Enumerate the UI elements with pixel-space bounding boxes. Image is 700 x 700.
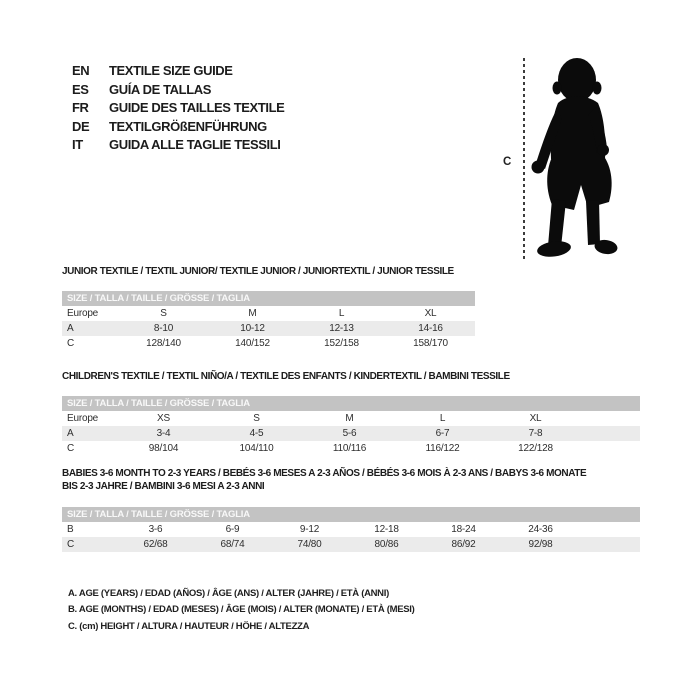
size-cell: M [248, 308, 257, 319]
size-cell: 6-7 [396, 426, 489, 441]
legend-line-c: C. (cm) HEIGHT / ALTURA / HAUTEUR / HÖHE / ALTEZZA [68, 620, 310, 632]
size-cell: 104/110 [239, 443, 274, 454]
size-cell: 6-9 [225, 524, 240, 535]
language-row-it [72, 136, 284, 155]
size-table-header: SIZE / TALLA / TAILLE / GRÖSSE / TAGLIA [62, 507, 640, 522]
language-label: GUÍA DE TALLAS [109, 81, 212, 97]
size-cell: M [345, 413, 354, 424]
size-cell: 68/74 [194, 537, 271, 552]
size-cell: 86/92 [425, 537, 502, 552]
language-row-en [72, 62, 284, 81]
table-row-age [62, 426, 640, 441]
size-cell-empty [579, 522, 640, 537]
size-cell: 14-16 [386, 321, 475, 336]
language-code: EN [72, 63, 90, 78]
table-row-age [62, 321, 475, 336]
language-label: TEXTILGRÖßENFÜHRUNG [109, 118, 267, 134]
size-cell: 24-36 [528, 524, 553, 535]
size-table-header: SIZE / TALLA / TAILLE / GRÖSSE / TAGLIA [62, 291, 475, 306]
row-label: B [67, 524, 74, 535]
size-cell: 74/80 [271, 537, 348, 552]
babies-section [62, 467, 640, 552]
size-cell: 62/68 [117, 537, 194, 552]
language-label: TEXTILE SIZE GUIDE [109, 63, 233, 78]
language-code: FR [72, 100, 89, 115]
size-table-children [62, 396, 640, 456]
size-cell: S [160, 308, 167, 319]
language-row-de [72, 118, 284, 137]
size-cell: 5-6 [303, 426, 396, 441]
size-cell: 128/140 [146, 338, 181, 349]
language-label: GUIDE DES TAILLES TEXTILE [109, 100, 285, 115]
size-cell: 3-6 [148, 524, 163, 535]
language-label: GUIDA ALLE TAGLIE TESSILI [109, 137, 281, 152]
size-cell-empty [582, 411, 640, 426]
size-cell: L [439, 413, 446, 424]
row-label: Europe [67, 413, 99, 424]
table-row-height [62, 336, 475, 351]
size-cell: XL [424, 308, 437, 319]
size-cell: S [253, 413, 260, 424]
size-cell: XS [157, 413, 170, 424]
size-cell: 152/158 [324, 338, 359, 349]
baby-silhouette-icon [528, 57, 632, 258]
table-row-europe [62, 411, 640, 426]
language-list [72, 62, 284, 155]
legend [68, 586, 414, 635]
language-row-fr [72, 99, 284, 118]
table-title-children: CHILDREN'S TEXTILE / TEXTIL NIÑO/A / TEXTILE DES ENFANTS / KINDERTEXTIL / BAMBINI TESSILE [62, 371, 510, 382]
size-cell: 18-24 [451, 524, 476, 535]
junior-section [62, 265, 475, 351]
size-table-junior [62, 291, 475, 351]
table-row-height [62, 537, 640, 552]
size-cell: 98/104 [148, 443, 179, 454]
size-cell: 7-8 [489, 426, 582, 441]
size-table-babies [62, 507, 640, 552]
size-cell: 92/98 [502, 537, 579, 552]
size-cell-empty [582, 426, 640, 441]
row-label: Europe [67, 308, 99, 319]
size-cell: 122/128 [518, 443, 553, 454]
measure-label-c: C [503, 156, 512, 168]
table-title-babies: BABIES 3-6 MONTH TO 2-3 YEARS / BEBÉS 3-6 MESES A 2-3 AÑOS / BÉBÉS 3-6 MOIS À 2-3 ANS / BABYS 3-6 MONATE BIS 2-3 JAHRE / BAMBINI 3-6 MESI A 2-3 ANNI [62, 468, 587, 492]
size-cell: L [338, 308, 345, 319]
table-row-europe [62, 306, 475, 321]
row-label: C [67, 338, 75, 349]
size-cell: 4-5 [210, 426, 303, 441]
row-label: C [67, 443, 75, 454]
size-cell: 110/116 [332, 443, 367, 454]
size-cell: 10-12 [208, 321, 297, 336]
size-cell: 12-18 [374, 524, 399, 535]
size-cell: 158/170 [413, 338, 448, 349]
size-cell: 80/86 [348, 537, 425, 552]
size-cell-empty [579, 537, 640, 552]
table-row-months [62, 522, 640, 537]
table-title-junior: JUNIOR TEXTILE / TEXTIL JUNIOR/ TEXTILE JUNIOR / JUNIORTEXTIL / JUNIOR TESSILE [62, 266, 454, 277]
language-code: ES [72, 81, 89, 97]
language-row-es [72, 81, 284, 100]
size-cell: XL [529, 413, 542, 424]
row-label: A [62, 426, 117, 441]
legend-line-b: B. AGE (MONTHS) / EDAD (MESES) / ÂGE (MOIS) / ALTER (MONATE) / ETÀ (MESI) [68, 604, 415, 616]
language-code: IT [72, 137, 83, 152]
size-cell: 9-12 [299, 524, 320, 535]
size-table-header: SIZE / TALLA / TAILLE / GRÖSSE / TAGLIA [62, 396, 640, 411]
size-cell: 8-10 [119, 321, 208, 336]
size-cell: 140/152 [235, 338, 270, 349]
language-code: DE [72, 118, 90, 134]
size-cell: 12-13 [297, 321, 386, 336]
size-cell-empty [582, 441, 640, 456]
row-label: C [62, 537, 117, 552]
legend-line-a: A. AGE (YEARS) / EDAD (AÑOS) / ÂGE (ANS) / ALTER (JAHRE) / ETÀ (ANNI) [68, 588, 389, 599]
row-label: A [62, 321, 119, 336]
children-section [62, 370, 640, 456]
size-cell: 116/122 [425, 443, 460, 454]
height-measure-line [523, 58, 525, 259]
table-row-height [62, 441, 640, 456]
size-cell: 3-4 [117, 426, 210, 441]
